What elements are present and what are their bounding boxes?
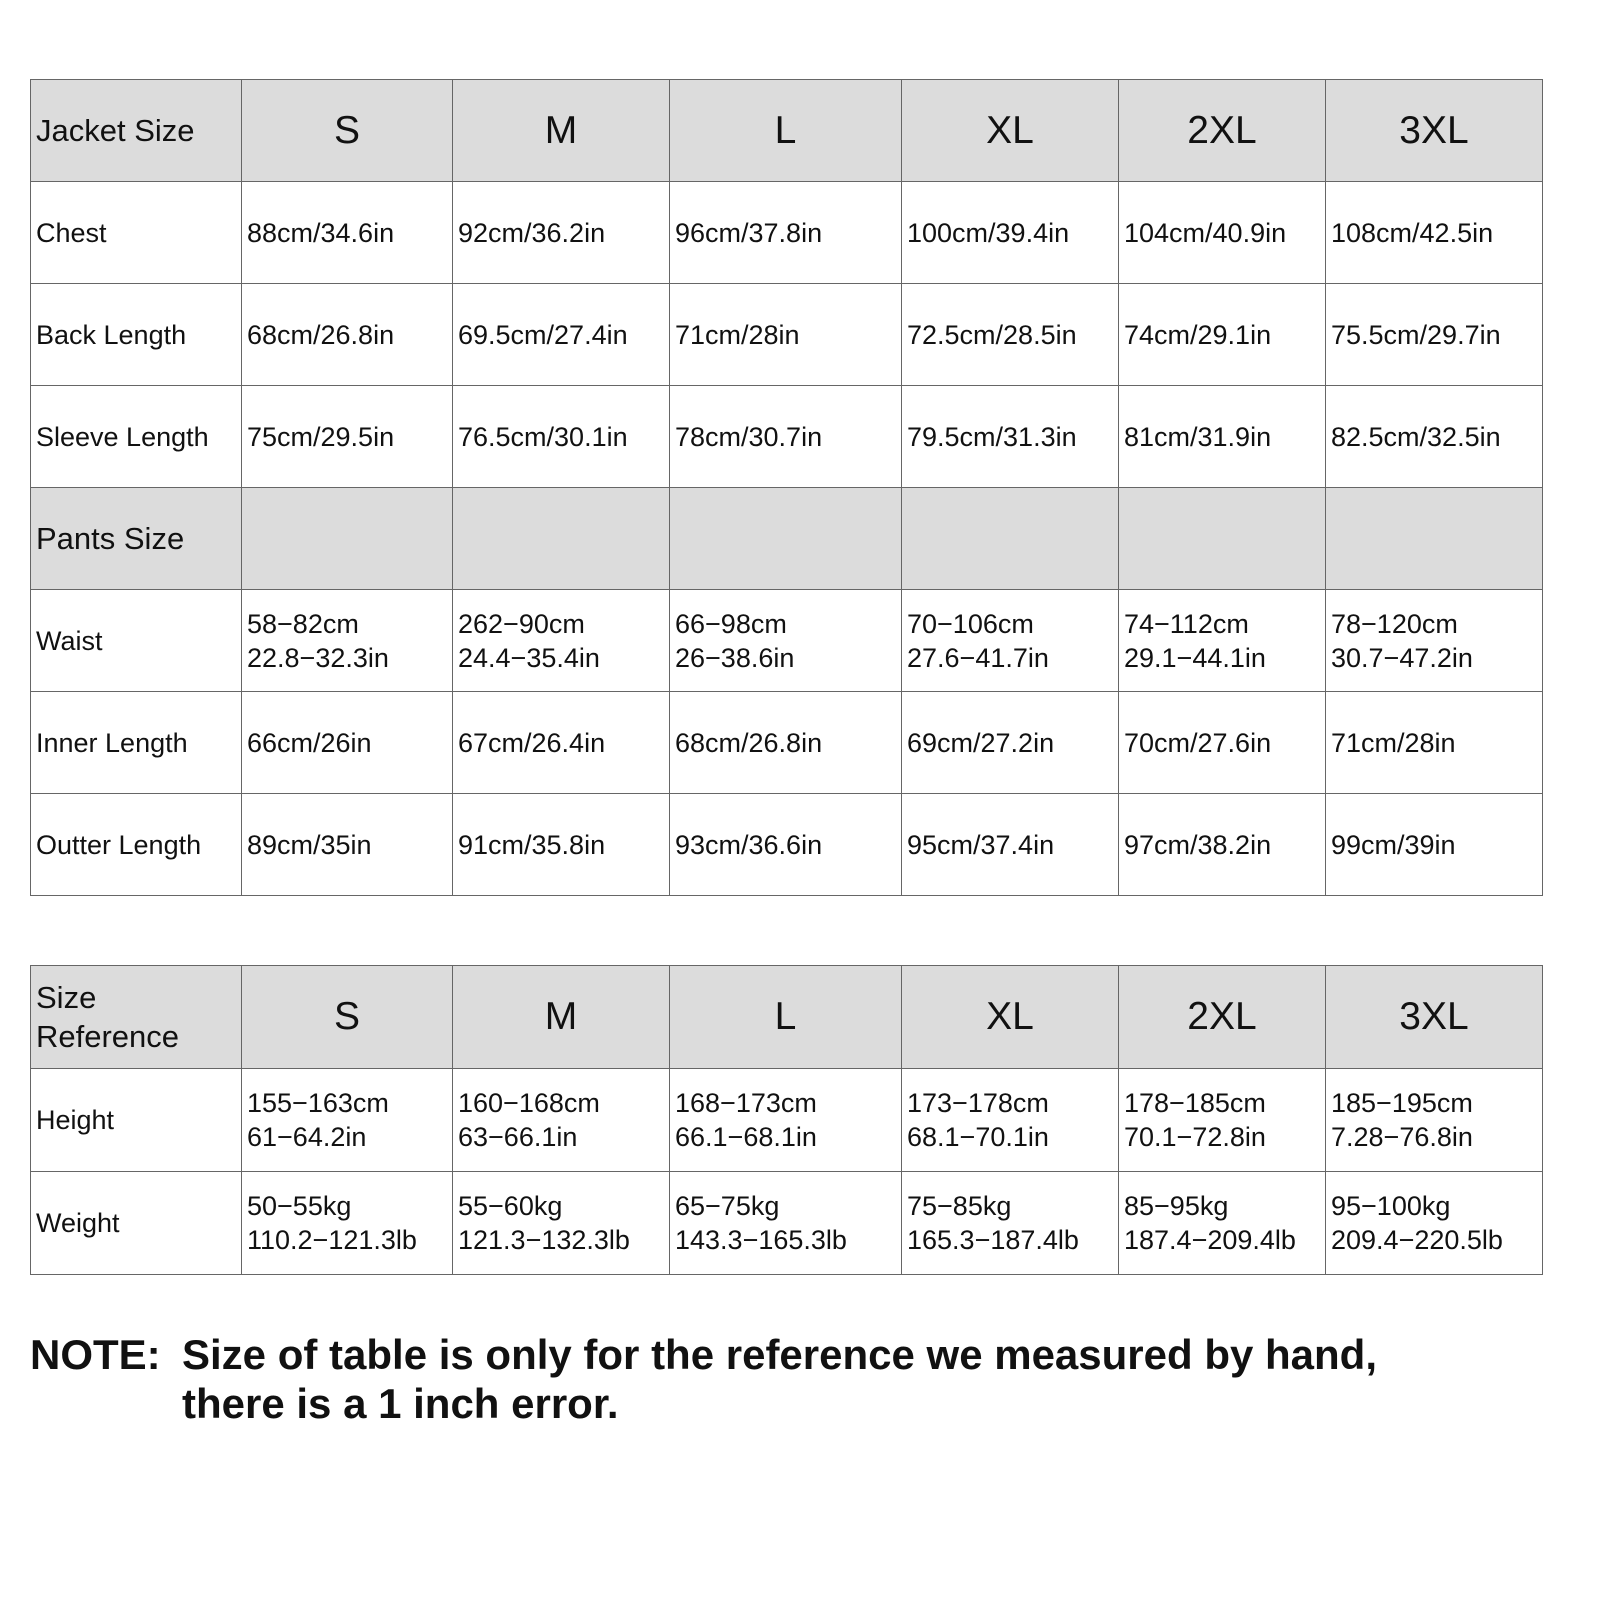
cell-line: 92cm/36.2in [458,217,606,248]
cell-line: 30.7−47.2in [1331,642,1473,673]
cell-line: 97cm/38.2in [1124,829,1272,860]
cell-line: 67cm/26.4in [458,727,606,758]
cell-line: 63−66.1in [458,1122,578,1152]
table-cell [670,1069,902,1172]
empty-header-cell [1119,488,1326,590]
row-label: Chest [31,182,242,284]
table-cell [670,284,902,386]
table-cell [670,692,902,794]
table-cell [1326,692,1543,794]
pants-size-header-row [31,488,1543,590]
note-prefix: NOTE: [30,1331,161,1378]
table-cell [1326,1172,1543,1275]
table-cell [242,590,453,692]
table-cell [242,794,453,896]
cell-line: 95−100kg [1331,1191,1451,1221]
cell-line: 7.28−76.8in [1331,1122,1473,1152]
size-column-header: XL [902,80,1119,182]
table-cell [902,1069,1119,1172]
cell-line: 99cm/39in [1331,829,1456,860]
cell-line: 209.4−220.5lb [1331,1225,1503,1255]
table-cell [1326,284,1543,386]
row-label: Outter Length [31,794,242,896]
cell-line: 91cm/35.8in [458,829,606,860]
cell-line: 66−98cm [675,608,787,639]
header-label-line: Reference [36,1019,180,1054]
empty-header-cell [453,488,670,590]
table-cell [670,590,902,692]
cell-line: 85−95kg [1124,1191,1229,1221]
table-cell [1119,1172,1326,1275]
size-column-header: 2XL [1119,966,1326,1069]
table-row [31,284,1543,386]
header-label-line: Size [36,980,97,1015]
cell-line: 155−163cm [247,1088,389,1118]
table-cell [453,1069,670,1172]
size-column-header: L [670,80,902,182]
cell-line: 143.3−165.3lb [675,1225,847,1255]
cell-line: 88cm/34.6in [247,217,395,248]
cell-line: 75cm/29.5in [247,421,395,452]
table-row [31,794,1543,896]
table-cell [902,590,1119,692]
cell-line: 78−120cm [1331,608,1458,639]
cell-line: 110.2−121.3lb [247,1225,417,1255]
cell-line: 160−168cm [458,1088,600,1118]
row-label: Back Length [31,284,242,386]
size-column-header: S [242,966,453,1069]
size-column-header: 3XL [1326,966,1543,1069]
size-column-header: M [453,966,670,1069]
cell-line: 187.4−209.4lb [1124,1225,1296,1255]
cell-line: 72.5cm/28.5in [907,319,1077,350]
table-cell [1119,386,1326,488]
size-column-header: M [453,80,670,182]
table-cell [1119,692,1326,794]
cell-line: 173−178cm [907,1088,1049,1118]
table-cell [902,692,1119,794]
table-cell [670,794,902,896]
table-cell [1326,1069,1543,1172]
table-row [31,1069,1543,1172]
cell-line: 262−90cm [458,608,585,639]
table-cell [242,386,453,488]
cell-line: 66.1−68.1in [675,1122,817,1152]
cell-line: 61−64.2in [247,1122,367,1152]
table-cell [1119,794,1326,896]
cell-line: 78cm/30.7in [675,421,823,452]
jacket-size-header-row [31,80,1543,182]
table-cell [242,284,453,386]
cell-line: 81cm/31.9in [1124,421,1272,452]
cell-line: 185−195cm [1331,1088,1473,1118]
jacket-pants-size-table [30,79,1543,896]
row-label: Sleeve Length [31,386,242,488]
measurement-note [30,1330,1377,1428]
empty-header-cell [1326,488,1543,590]
cell-line: 68cm/26.8in [247,319,395,350]
table-cell [1326,794,1543,896]
cell-line: 68cm/26.8in [675,727,823,758]
table-cell [1326,386,1543,488]
table-cell [1119,182,1326,284]
table-cell [453,590,670,692]
table-row [31,182,1543,284]
cell-line: 96cm/37.8in [675,217,823,248]
pants-size-header-label: Pants Size [31,488,242,590]
cell-line: 22.8−32.3in [247,642,389,673]
row-label: Weight [31,1172,242,1275]
cell-line: 70.1−72.8in [1124,1122,1266,1152]
table-cell [242,182,453,284]
cell-line: 100cm/39.4in [907,217,1070,248]
cell-line: 74cm/29.1in [1124,319,1272,350]
cell-line: 74−112cm [1124,608,1249,639]
cell-line: 65−75kg [675,1191,780,1221]
table-cell [453,284,670,386]
note-line-2: there is a 1 inch error. [182,1380,619,1427]
cell-line: 69.5cm/27.4in [458,319,628,350]
row-label: Waist [31,590,242,692]
table-cell [242,692,453,794]
cell-line: 26−38.6in [675,642,795,673]
size-column-header: 3XL [1326,80,1543,182]
table-cell [902,1172,1119,1275]
cell-line: 121.3−132.3lb [458,1225,630,1255]
table-cell [1326,590,1543,692]
cell-line: 178−185cm [1124,1088,1266,1118]
table-cell [242,1069,453,1172]
table-cell [1119,284,1326,386]
cell-line: 50−55kg [247,1191,352,1221]
table-cell [1119,1069,1326,1172]
cell-line: 66cm/26in [247,727,372,758]
row-label: Height [31,1069,242,1172]
table-row [31,590,1543,692]
reference-table-body [31,966,1543,1275]
empty-header-cell [242,488,453,590]
cell-line: 82.5cm/32.5in [1331,421,1501,452]
size-reference-header-row [31,966,1543,1069]
cell-line: 79.5cm/31.3in [907,421,1077,452]
table-cell [902,794,1119,896]
table-cell [902,182,1119,284]
cell-line: 70cm/27.6in [1124,727,1272,758]
cell-line: 93cm/36.6in [675,829,823,860]
table-cell [453,692,670,794]
cell-line: 24.4−35.4in [458,642,600,673]
cell-line: 27.6−41.7in [907,642,1049,673]
cell-line: 89cm/35in [247,829,372,860]
size-column-header: 2XL [1119,80,1326,182]
cell-line: 165.3−187.4lb [907,1225,1079,1255]
table-cell [670,1172,902,1275]
cell-line: 71cm/28in [1331,727,1456,758]
table-cell [670,182,902,284]
cell-line: 76.5cm/30.1in [458,421,628,452]
jacket-pants-table-body [31,80,1543,896]
table-cell [670,386,902,488]
cell-line: 168−173cm [675,1088,817,1118]
table-cell [902,284,1119,386]
cell-line: 58−82cm [247,608,359,639]
table-cell [453,182,670,284]
cell-line: 68.1−70.1in [907,1122,1049,1152]
row-label: Inner Length [31,692,242,794]
cell-line: 70−106cm [907,608,1034,639]
table-cell [242,1172,453,1275]
cell-line: 29.1−44.1in [1124,642,1266,673]
size-column-header: XL [902,966,1119,1069]
empty-header-cell [670,488,902,590]
table-cell [1326,182,1543,284]
cell-line: 108cm/42.5in [1331,217,1494,248]
cell-line: 71cm/28in [675,319,800,350]
empty-header-cell [902,488,1119,590]
table-cell [453,1172,670,1275]
size-reference-table [30,965,1543,1275]
table-cell [902,386,1119,488]
table-row [31,692,1543,794]
table-row [31,1172,1543,1275]
table-row [31,386,1543,488]
table-cell [1119,590,1326,692]
cell-line: 95cm/37.4in [907,829,1055,860]
cell-line: 69cm/27.2in [907,727,1055,758]
size-column-header: L [670,966,902,1069]
cell-line: 75−85kg [907,1191,1012,1221]
table-cell [453,386,670,488]
jacket-size-header-label: Jacket Size [31,80,242,182]
note-line-1: Size of table is only for the reference we measured by hand, [182,1331,1378,1378]
cell-line: 104cm/40.9in [1124,217,1287,248]
size-reference-header-label [31,966,242,1069]
table-cell [453,794,670,896]
cell-line: 55−60kg [458,1191,563,1221]
cell-line: 75.5cm/29.7in [1331,319,1501,350]
size-column-header: S [242,80,453,182]
